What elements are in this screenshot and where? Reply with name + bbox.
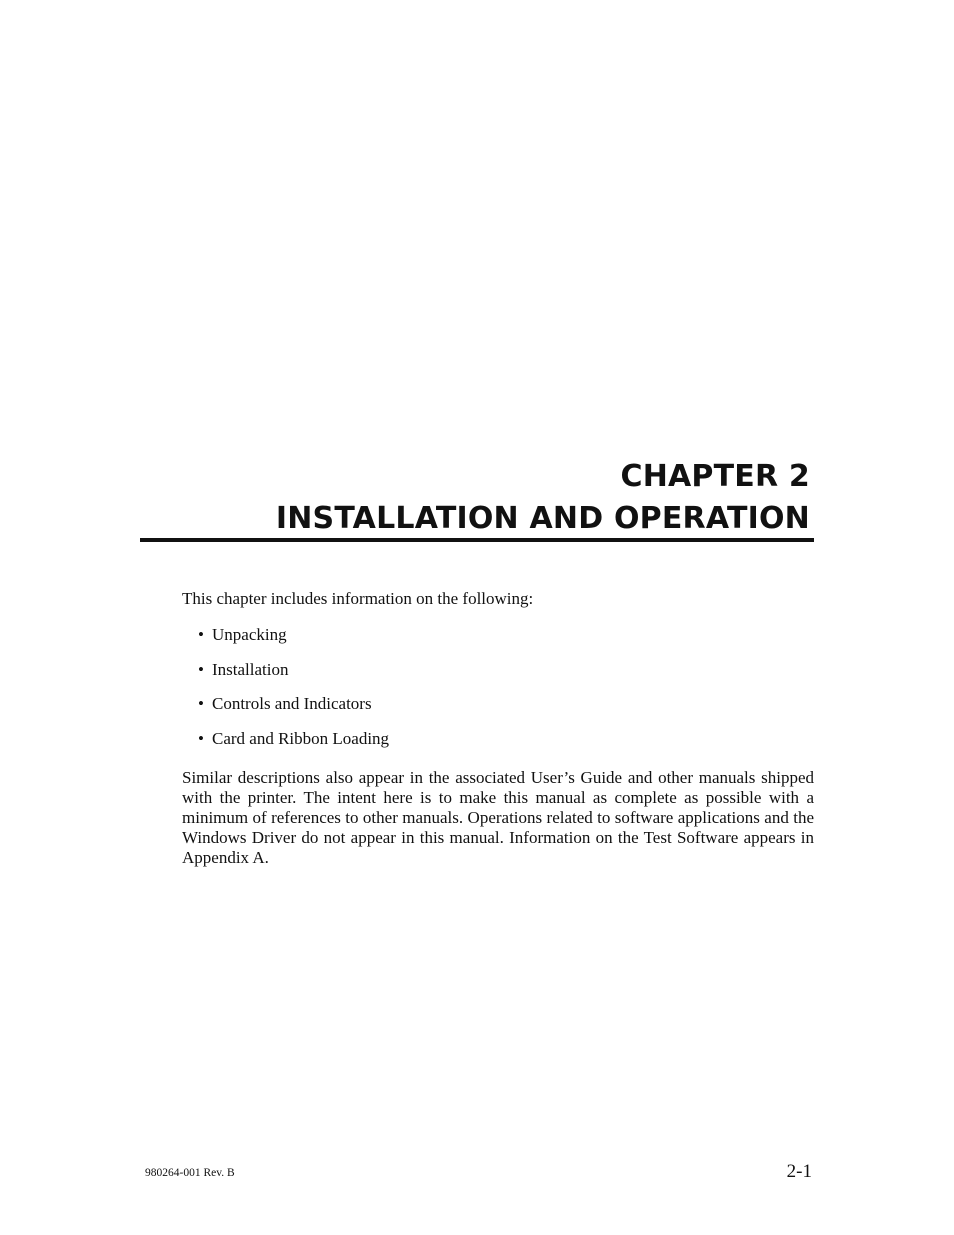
chapter-body xyxy=(182,589,814,868)
topic-list xyxy=(182,625,814,763)
chapter-heading xyxy=(140,456,810,540)
bullet-icon: • xyxy=(198,659,204,679)
bullet-icon: • xyxy=(198,694,204,713)
bullet-icon: • xyxy=(198,625,204,644)
topic-label: Installation xyxy=(212,659,289,679)
list-item xyxy=(182,694,814,729)
bullet-icon: • xyxy=(198,728,204,748)
list-item xyxy=(182,729,814,764)
chapter-number: CHAPTER 2 xyxy=(620,459,810,494)
footer-page-number: 2-1 xyxy=(786,1161,812,1182)
topic-label: Controls and Indicators xyxy=(212,694,372,713)
list-item xyxy=(182,660,814,695)
topic-label: Card and Ribbon Loading xyxy=(212,728,390,748)
intro-text: This chapter includes information on the following: xyxy=(182,589,534,608)
topic-label: Unpacking xyxy=(212,625,287,644)
body-paragraph: Similar descriptions also appear in the associated User’s Guide and other manuals shipped with the printer. The intent here is to make this manual as complete as possible with a minimum of references to other manuals. Operations related to software applications and the Windows Driver do not appear in this manual. Information on the Test Software appears in Appendix A. xyxy=(182,768,814,867)
footer-doc-number: 980264-001 Rev. B xyxy=(145,1167,235,1179)
chapter-title: INSTALLATION AND OPERATION xyxy=(275,501,810,536)
list-item xyxy=(182,625,814,660)
heading-rule xyxy=(140,538,814,542)
